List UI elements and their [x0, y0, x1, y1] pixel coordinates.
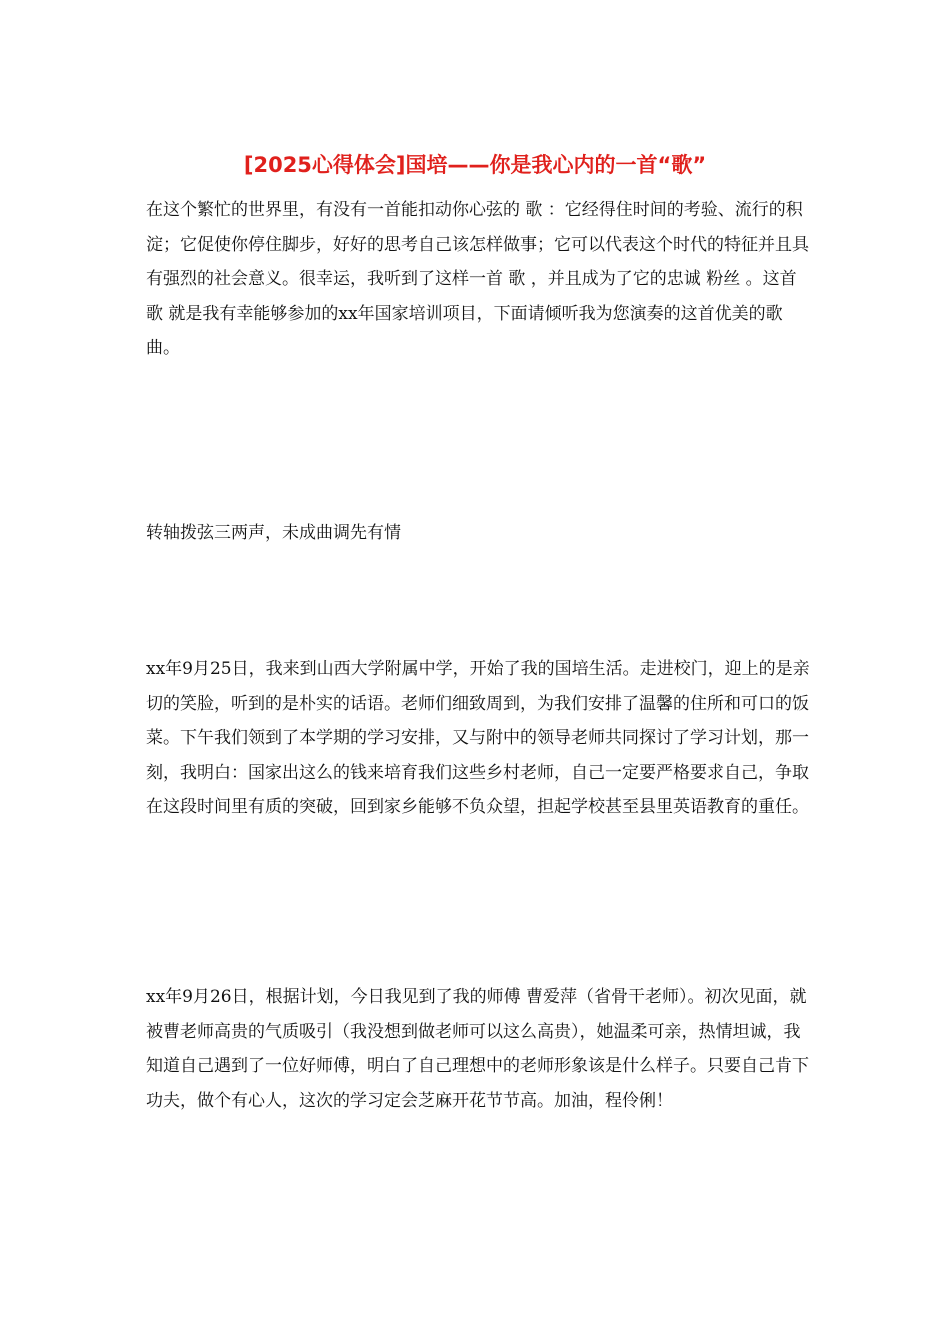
paragraph-poem-line: 转轴拨弦三两声，未成曲调先有情 — [146, 523, 401, 543]
paragraph-intro: 在这个繁忙的世界里，有没有一首能扣动你心弦的 歌 ：它经得住时间的考验、流行的积淀；它促使你停住脚步，好好的思考自己该怎样做事；它可以代表这个时代的特征并且具有强烈的社会意义。很幸运，我听到了这样一首 歌 ，并且成为了它的忠诚 粉丝 。这首 歌 就是我有幸能够参加的xx年国家培训项目，下面请倾听我为您演奏的这首优美的歌曲。 — [146, 200, 809, 358]
paragraph-sept-26: xx年9月26日，根据计划，今日我见到了我的师傅 曹爱萍（省骨干老师）。初次见面，就被曹老师高贵的气质吸引（我没想到做老师可以这么高贵），她温柔可亲，热情坦诚，我知道自己遇到了一位好师傅，明白了自己理想中的老师形象该是什么样子。只要自己肯下功夫，做个有心人，这次的学习定会芝麻开花节节高。加油，程伶俐！ — [146, 987, 809, 1111]
document-title: [2025心得体会]国培——你是我心内的一首“歌” — [243, 153, 707, 177]
paragraph-sept-25: xx年9月25日，我来到山西大学附属中学，开始了我的国培生活。走进校门，迎上的是亲切的笑脸，听到的是朴实的话语。老师们细致周到，为我们安排了温馨的住所和可口的饭菜。下午我们领到了本学期的学习安排，又与附中的领导老师共同探讨了学习计划，那一刻，我明白：国家出这么的钱来培育我们这些乡村老师，自己一定要严格要求自己，争取在这段时间里有质的突破，回到家乡能够不负众望，担起学校甚至县里英语教育的重任。 — [146, 659, 810, 817]
